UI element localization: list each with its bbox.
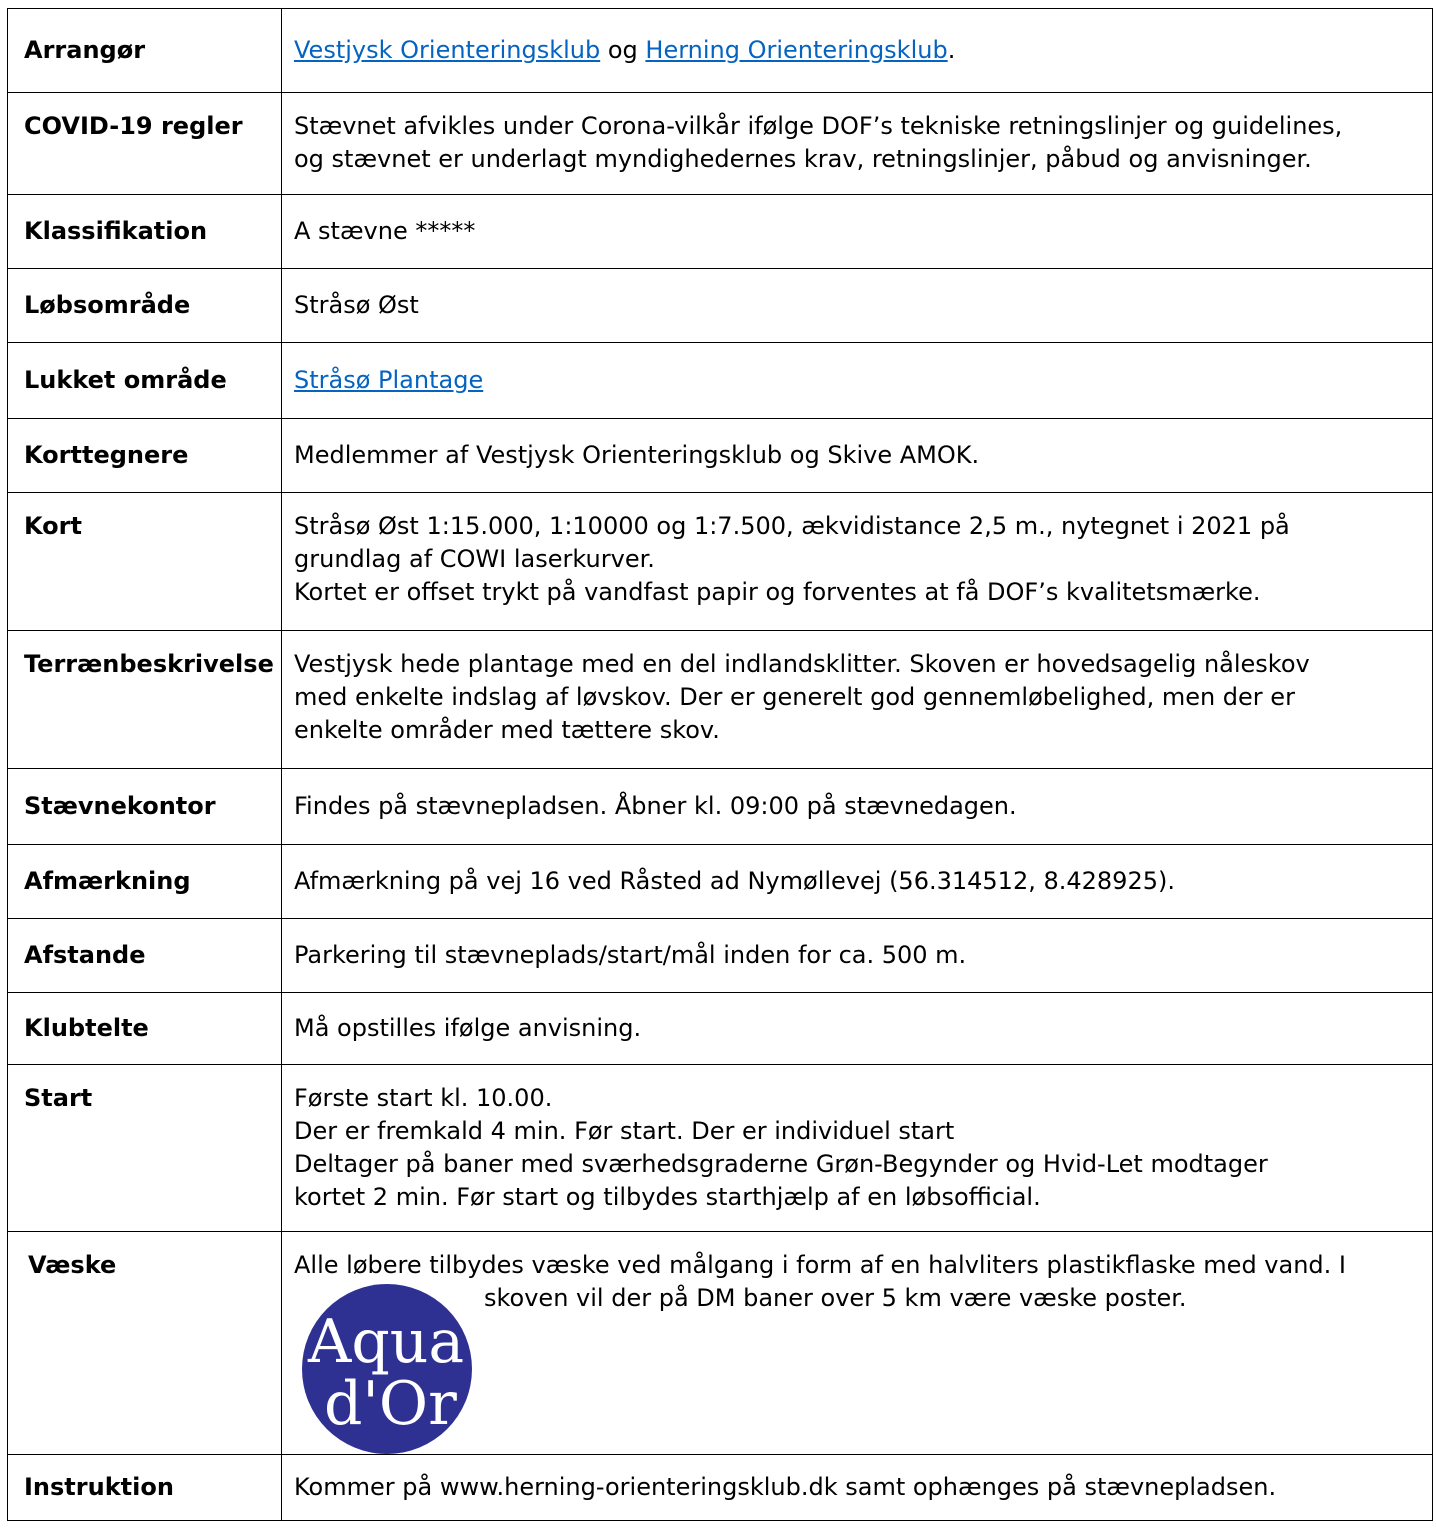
period-text: .	[947, 36, 956, 64]
row-instruktion	[8, 1455, 1433, 1521]
row-value	[282, 493, 1433, 631]
row-terraenbeskrivelse	[8, 631, 1433, 769]
text-line: Vestjysk hede plantage med en del indlandsklitter. Skoven er hovedsagelig nåleskov	[294, 650, 1310, 678]
text-line: Første start kl. 10.00.	[294, 1084, 553, 1112]
row-vaeske	[8, 1232, 1433, 1455]
aqua-dor-logo	[302, 1284, 472, 1454]
text-line: Deltager på baner med sværhedsgraderne Grøn-Begynder og Hvid-Let modtager	[294, 1150, 1268, 1178]
text-line: med enkelte indslag af løvskov. Der er generelt god gennemløbelighed, men der er	[294, 683, 1295, 711]
row-label: Klassifikation	[8, 195, 282, 269]
row-korttegnere	[8, 419, 1433, 493]
row-value	[282, 93, 1433, 195]
text-line: Stævnet afvikles under Corona-vilkår ifølge DOF’s tekniske retningslinjer og guidelines,	[294, 112, 1343, 140]
row-label: Kort	[8, 493, 282, 631]
row-value	[282, 1065, 1433, 1232]
row-label: Instruktion	[8, 1455, 282, 1521]
event-info-table	[7, 8, 1433, 1521]
strasoe-plantage-link[interactable]: Stråsø Plantage	[294, 366, 484, 394]
text-line: Der er fremkald 4 min. Før start. Der er individuel start	[294, 1117, 955, 1145]
text-line: skoven vil der på DM baner over 5 km være væske poster.	[484, 1284, 1187, 1312]
text-line: Kortet er offset trykt på vandfast papir og forventes at få DOF’s kvalitetsmærke.	[294, 578, 1261, 606]
row-label: Terrænbeskrivelse	[8, 631, 282, 769]
row-afmaerkning	[8, 845, 1433, 919]
row-value: Stråsø Øst	[282, 269, 1433, 343]
connector-text: og	[600, 36, 646, 64]
row-label: Løbsområde	[8, 269, 282, 343]
row-kort	[8, 493, 1433, 631]
text-line: kortet 2 min. Før start og tilbydes starthjælp af en løbsofficial.	[294, 1183, 1041, 1211]
row-value	[282, 9, 1433, 93]
row-value: Afmærkning på vej 16 ved Råsted ad Nymøllevej (56.314512, 8.428925).	[282, 845, 1433, 919]
row-label: Start	[8, 1065, 282, 1232]
text-line: enkelte områder med tættere skov.	[294, 716, 720, 744]
row-covid	[8, 93, 1433, 195]
row-value: Medlemmer af Vestjysk Orienteringsklub og Skive AMOK.	[282, 419, 1433, 493]
row-label: Afmærkning	[8, 845, 282, 919]
row-label: Klubtelte	[8, 993, 282, 1065]
text-line: grundlag af COWI laserkurver.	[294, 545, 655, 573]
row-start	[8, 1065, 1433, 1232]
row-klubtelte	[8, 993, 1433, 1065]
row-lukket-omrade	[8, 343, 1433, 419]
row-value: Må opstilles ifølge anvisning.	[282, 993, 1433, 1065]
row-value	[282, 343, 1433, 419]
row-lobsomrade	[8, 269, 1433, 343]
row-value: Kommer på www.herning-orienteringsklub.dk samt ophænges på stævnepladsen.	[282, 1455, 1433, 1521]
text-line: og stævnet er underlagt myndighedernes krav, retningslinjer, påbud og anvisninger.	[294, 145, 1312, 173]
vestjysk-orienteringsklub-link[interactable]: Vestjysk Orienteringsklub	[294, 36, 601, 64]
row-label: Arrangør	[8, 9, 282, 93]
logo-text-dor: d'Or	[324, 1369, 457, 1439]
row-value: Parkering til stævneplads/start/mål inden for ca. 500 m.	[282, 919, 1433, 993]
text-line: Alle løbere tilbydes væske ved målgang i form af en halvliters plastikflaske med vand. I	[294, 1251, 1346, 1279]
logo-text-aqua: Aqua	[308, 1307, 465, 1377]
row-label: Væske	[8, 1232, 282, 1455]
row-value: Findes på stævnepladsen. Åbner kl. 09:00 på stævnedagen.	[282, 769, 1433, 845]
row-label: Korttegnere	[8, 419, 282, 493]
vaeske-text	[294, 1232, 1424, 1439]
row-value: A stævne *****	[282, 195, 1433, 269]
row-value	[282, 631, 1433, 769]
herning-orienteringsklub-link[interactable]: Herning Orienteringsklub	[645, 36, 948, 64]
row-klassifikation	[8, 195, 1433, 269]
row-label: COVID-19 regler	[8, 93, 282, 195]
row-label: Afstande	[8, 919, 282, 993]
row-afstande	[8, 919, 1433, 993]
row-arrangor	[8, 9, 1433, 93]
row-label: Stævnekontor	[8, 769, 282, 845]
row-staevnekontor	[8, 769, 1433, 845]
text-line: Stråsø Øst 1:15.000, 1:10000 og 1:7.500, ækvidistance 2,5 m., nytegnet i 2021 på	[294, 512, 1290, 540]
row-label: Lukket område	[8, 343, 282, 419]
row-value	[282, 1232, 1433, 1455]
